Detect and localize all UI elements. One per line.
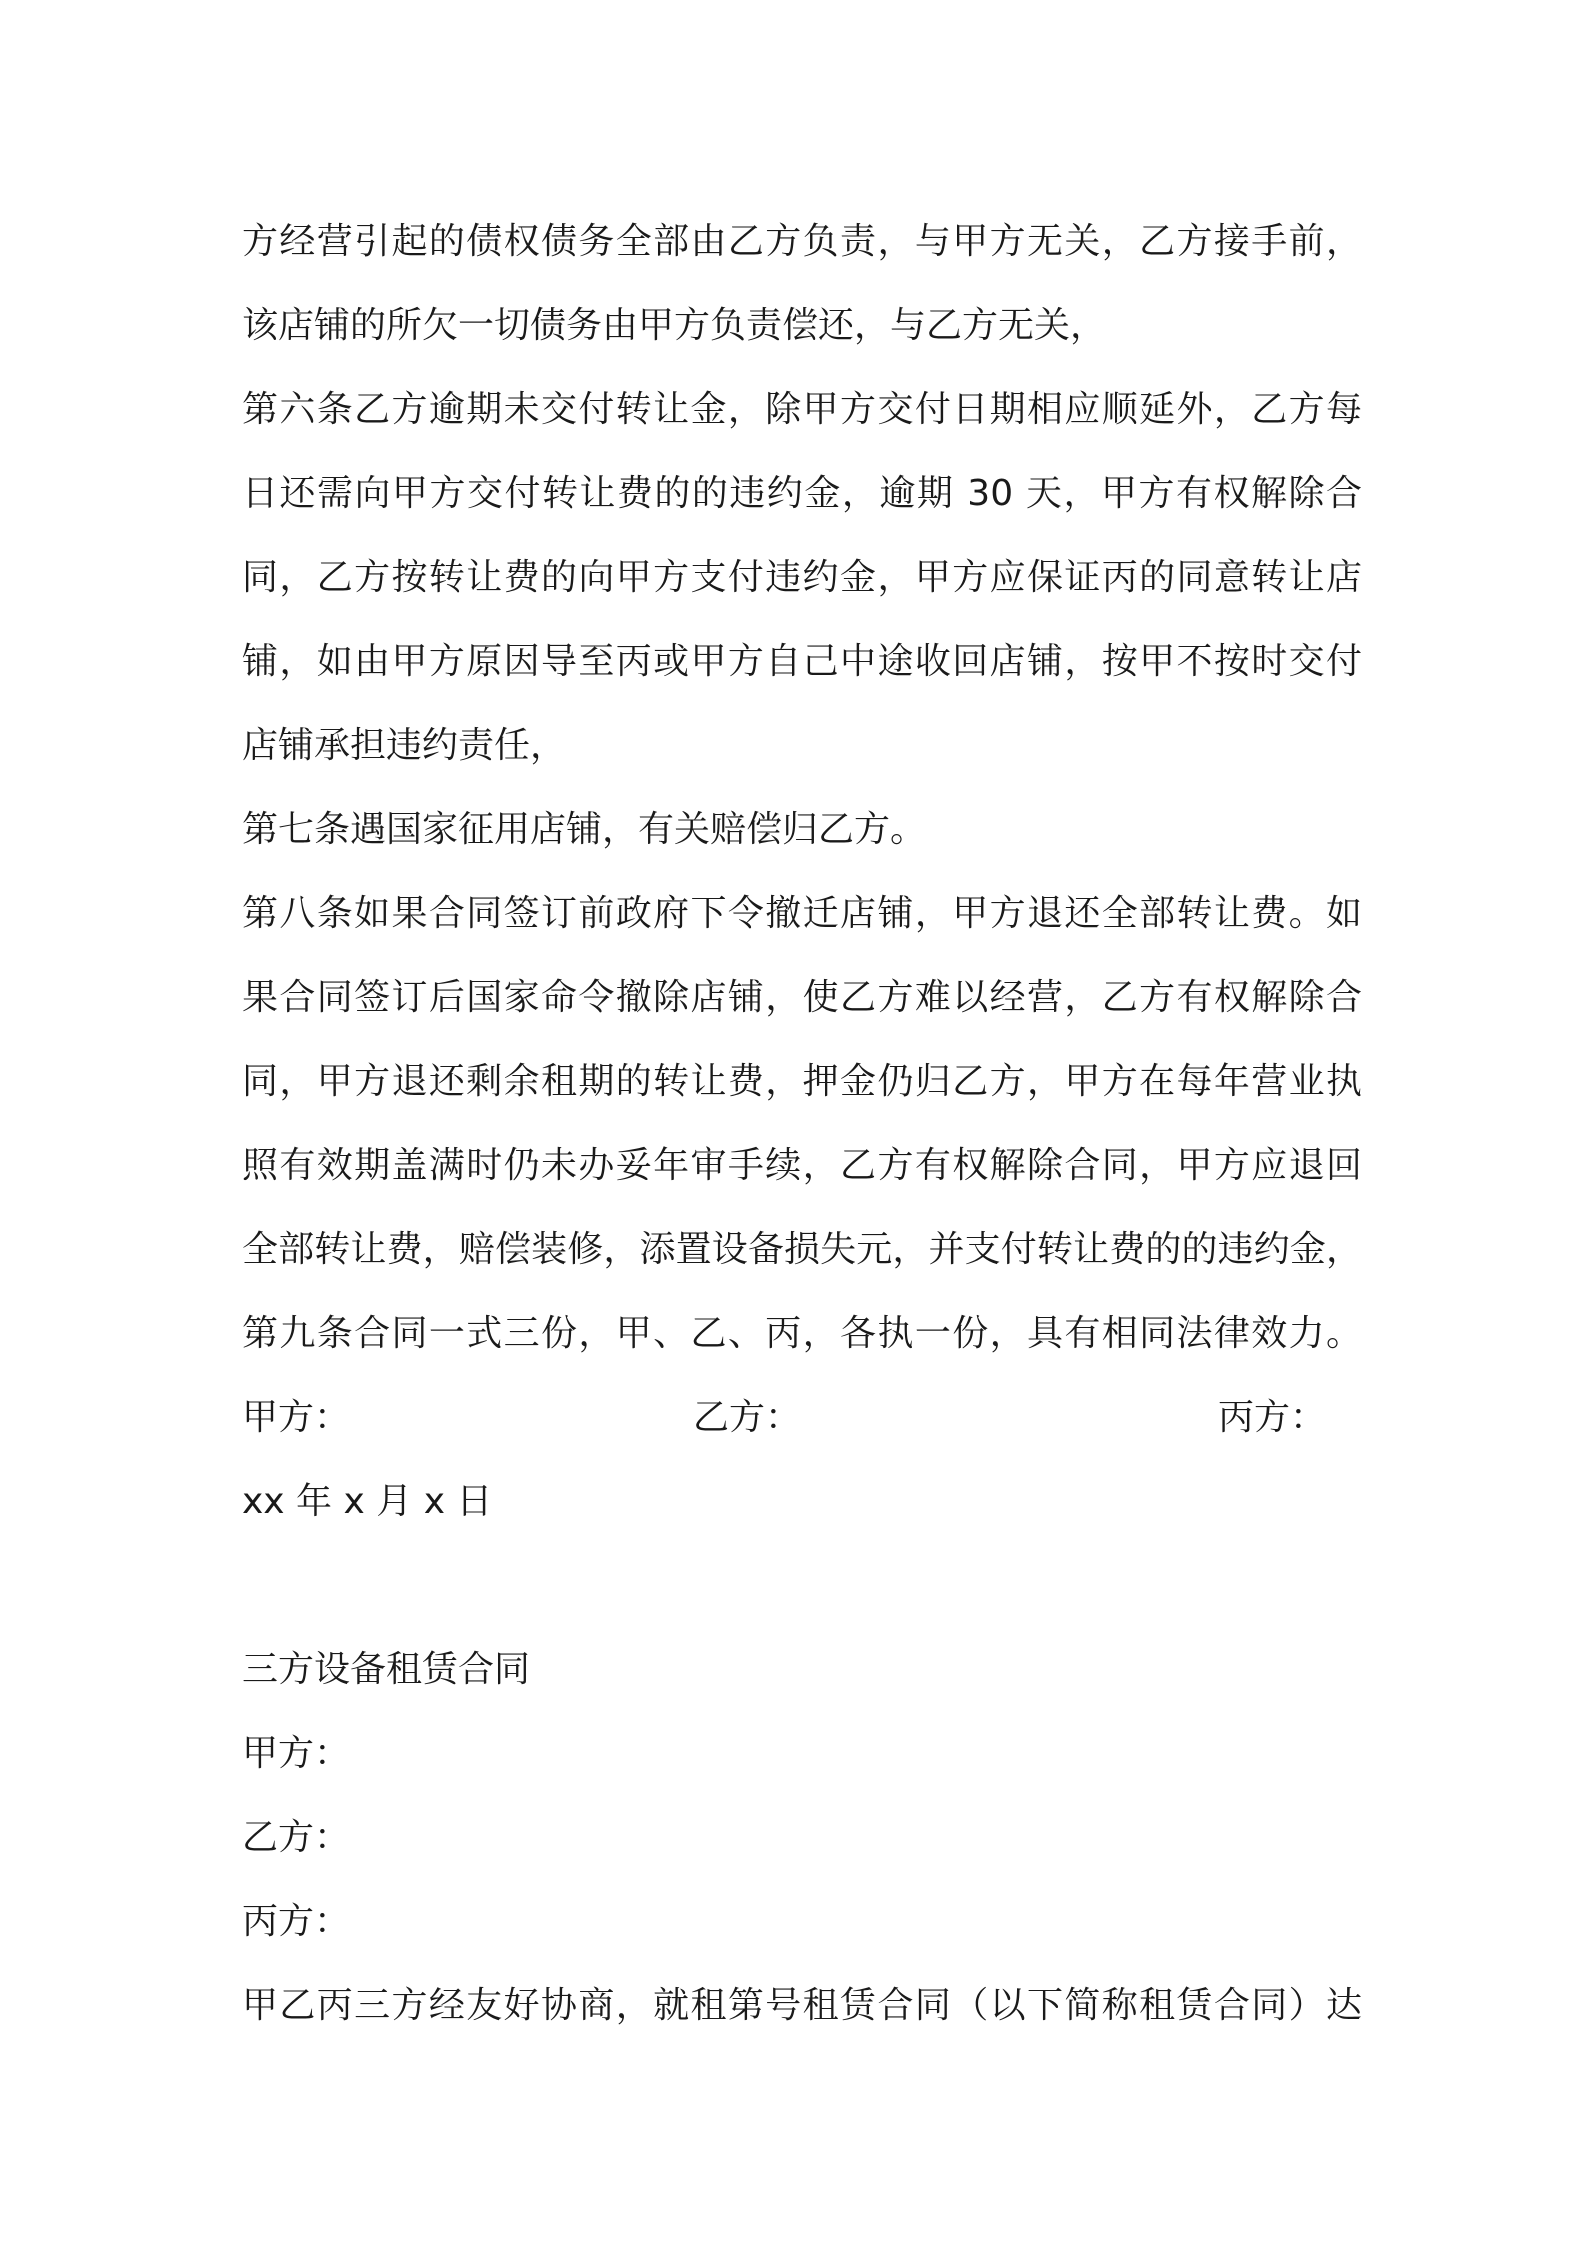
article-7: 第七条遇国家征用店铺，有关赔偿归乙方。 bbox=[242, 809, 927, 850]
article-8-line: 照有效期盖满时仍未办妥年审手续，乙方有权解除合同，甲方应退回 bbox=[242, 1145, 1362, 1186]
article-6-line: 同，乙方按转让费的向甲方支付违约金，甲方应保证丙的同意转让店 bbox=[242, 557, 1362, 598]
article-6-line: 铺，如由甲方原因导至丙或甲方自己中途收回店铺，按甲不按时交付 bbox=[242, 641, 1362, 682]
article-8-line: 第八条如果合同签订前政府下令撤迁店铺，甲方退还全部转让费。如 bbox=[242, 893, 1362, 934]
signature-party-c: 丙方： bbox=[1218, 1397, 1327, 1438]
signature-party-b: 乙方： bbox=[693, 1397, 802, 1438]
article-6-line: 第六条乙方逾期未交付转让金，除甲方交付日期相应顺延外，乙方每 bbox=[242, 389, 1362, 430]
document-body bbox=[242, 200, 1362, 2048]
text-line: 该店铺的所欠一切债务由甲方负责偿还，与乙方无关， bbox=[242, 305, 1107, 346]
second-contract-party-a: 甲方： bbox=[242, 1733, 351, 1774]
article-8-line: 全部转让费，赔偿装修，添置设备损失元，并支付转让费的的违约金， bbox=[242, 1229, 1362, 1270]
signature-party-a: 甲方： bbox=[242, 1397, 351, 1438]
second-contract-intro: 甲乙丙三方经友好协商，就租第号租赁合同（以下简称租赁合同）达 bbox=[242, 1985, 1362, 2026]
article-9: 第九条合同一式三份，甲、乙、丙，各执一份，具有相同法律效力。 bbox=[242, 1313, 1362, 1354]
signing-date: xx 年 x 月 x 日 bbox=[242, 1481, 493, 1522]
text-line: 方经营引起的债权债务全部由乙方负责，与甲方无关，乙方接手前， bbox=[242, 221, 1362, 262]
section-spacer bbox=[242, 1544, 1362, 1628]
second-contract-title: 三方设备租赁合同 bbox=[242, 1649, 531, 1690]
signature-row bbox=[242, 1376, 1362, 1460]
article-6-line: 日还需向甲方交付转让费的的违约金，逾期 30 天，甲方有权解除合 bbox=[242, 473, 1362, 514]
second-contract-party-b: 乙方： bbox=[242, 1817, 351, 1858]
article-6-line: 店铺承担违约责任， bbox=[242, 725, 567, 766]
second-contract-party-c: 丙方： bbox=[242, 1901, 351, 1942]
article-8-line: 同，甲方退还剩余租期的转让费，押金仍归乙方，甲方在每年营业执 bbox=[242, 1061, 1362, 1102]
article-8-line: 果合同签订后国家命令撤除店铺，使乙方难以经营，乙方有权解除合 bbox=[242, 977, 1362, 1018]
